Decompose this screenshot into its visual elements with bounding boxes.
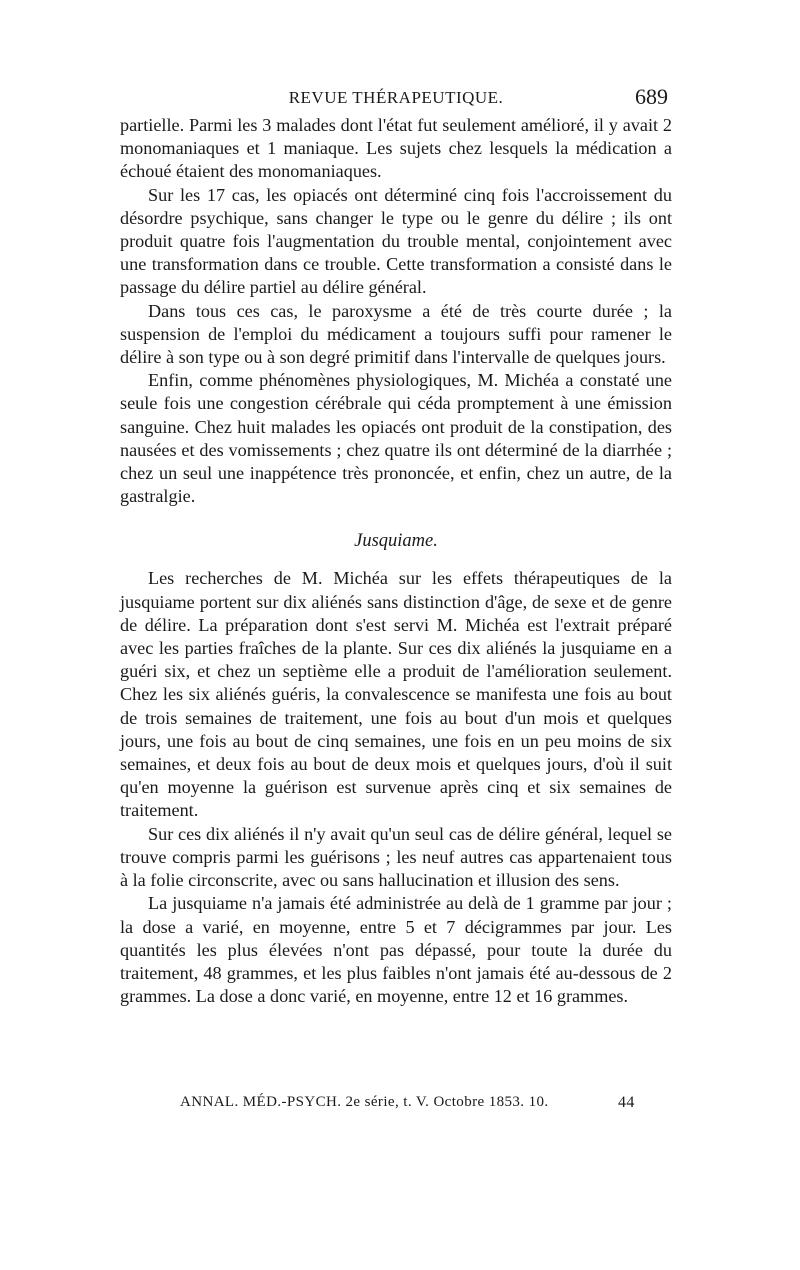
footer-citation: ANNAL. MÉD.-PSYCH. 2e série, t. V. Octobre 1853. 10.	[180, 1094, 549, 1110]
paragraph-jusquiame-cases: Sur ces dix aliénés il n'y avait qu'un seul cas de délire général, lequel se trouve compris parmi les guérisons ; les neuf autres cas appartenaient tous à la folie circonscrite, avec ou sans hallucination et illusion des sens.	[120, 823, 672, 891]
page	[120, 80, 672, 1008]
paragraph-paroxysm: Dans tous ces cas, le paroxysme a été de très courte durée ; la suspension de l'emploi du médicament a toujours suffi pour ramener le délire à son type ou à son degré primitif dans l'intervalle de quelques jours.	[120, 300, 672, 368]
page-footer	[180, 1094, 660, 1111]
body-text	[120, 114, 672, 1008]
paragraph-opiates-effects: Sur les 17 cas, les opiacés ont déterminé cinq fois l'accroissement du désordre psychique, sans changer le type ou le genre du délire ; ils ont produit quatre fois l'augmentation du trouble mental, conjointement avec une transformation dans ce trouble. Cette transformation a consisté dans le passage du délire partiel au délire général.	[120, 184, 672, 298]
page-header	[120, 80, 672, 114]
running-title: REVUE THÉRAPEUTIQUE.	[288, 88, 504, 107]
paragraph-continuation: partielle. Parmi les 3 malades dont l'état fut seulement amélioré, il y avait 2 monomaniaques et 1 maniaque. Les sujets chez lesquels la médication a échoué étaient des monomaniaques.	[120, 115, 672, 182]
page-number: 689	[635, 84, 668, 109]
signature-mark: 44	[618, 1094, 635, 1111]
paragraph-jusquiame-dose: La jusquiame n'a jamais été administrée au delà de 1 gramme par jour ; la dose a varié, en moyenne, entre 5 et 7 décigrammes par jour. Les quantités les plus élevées n'ont pas dépassé, pour toute la durée du traitement, 48 grammes, et les plus faibles n'ont jamais été au-dessous de 2 grammes. La dose a donc varié, en moyenne, entre 12 et 16 grammes.	[120, 893, 672, 1007]
paragraph-physiological: Enfin, comme phénomènes physiologiques, M. Michéa a constaté une seule fois une congestion cérébrale qui céda promptement à une émission sanguine. Chez huit malades les opiacés ont produit de la constipation, des nausées et des vomissements ; chez quatre ils ont déterminé de la diarrhée ; chez un seul une inappétence très prononcée, et enfin, chez un autre, de la gastralgie.	[120, 370, 672, 507]
section-title: Jusquiame.	[354, 531, 438, 552]
paragraph-jusquiame-research: Les recherches de M. Michéa sur les effets thérapeutiques de la jusquiame portent sur dix aliénés sans distinction d'âge, de sexe et de genre de délire. La préparation dont s'est servi M. Michéa est l'extrait préparé avec les parties fraîches de la plante. Sur ces dix aliénés la jusquiame en a guéri six, et chez un septième elle a produit de l'amélioration seulement. Chez les six aliénés guéris, la convalescence se manifesta une fois au bout de trois semaines de traitement, une fois au bout d'un mois et quelques jours, une fois au bout de cinq semaines, une fois en un peu moins de six semaines, et deux fois au bout de deux mois et quelques jours, d'où il suit qu'en moyenne la guérison est survenue après cinq et six semaines de traitement.	[120, 568, 672, 821]
